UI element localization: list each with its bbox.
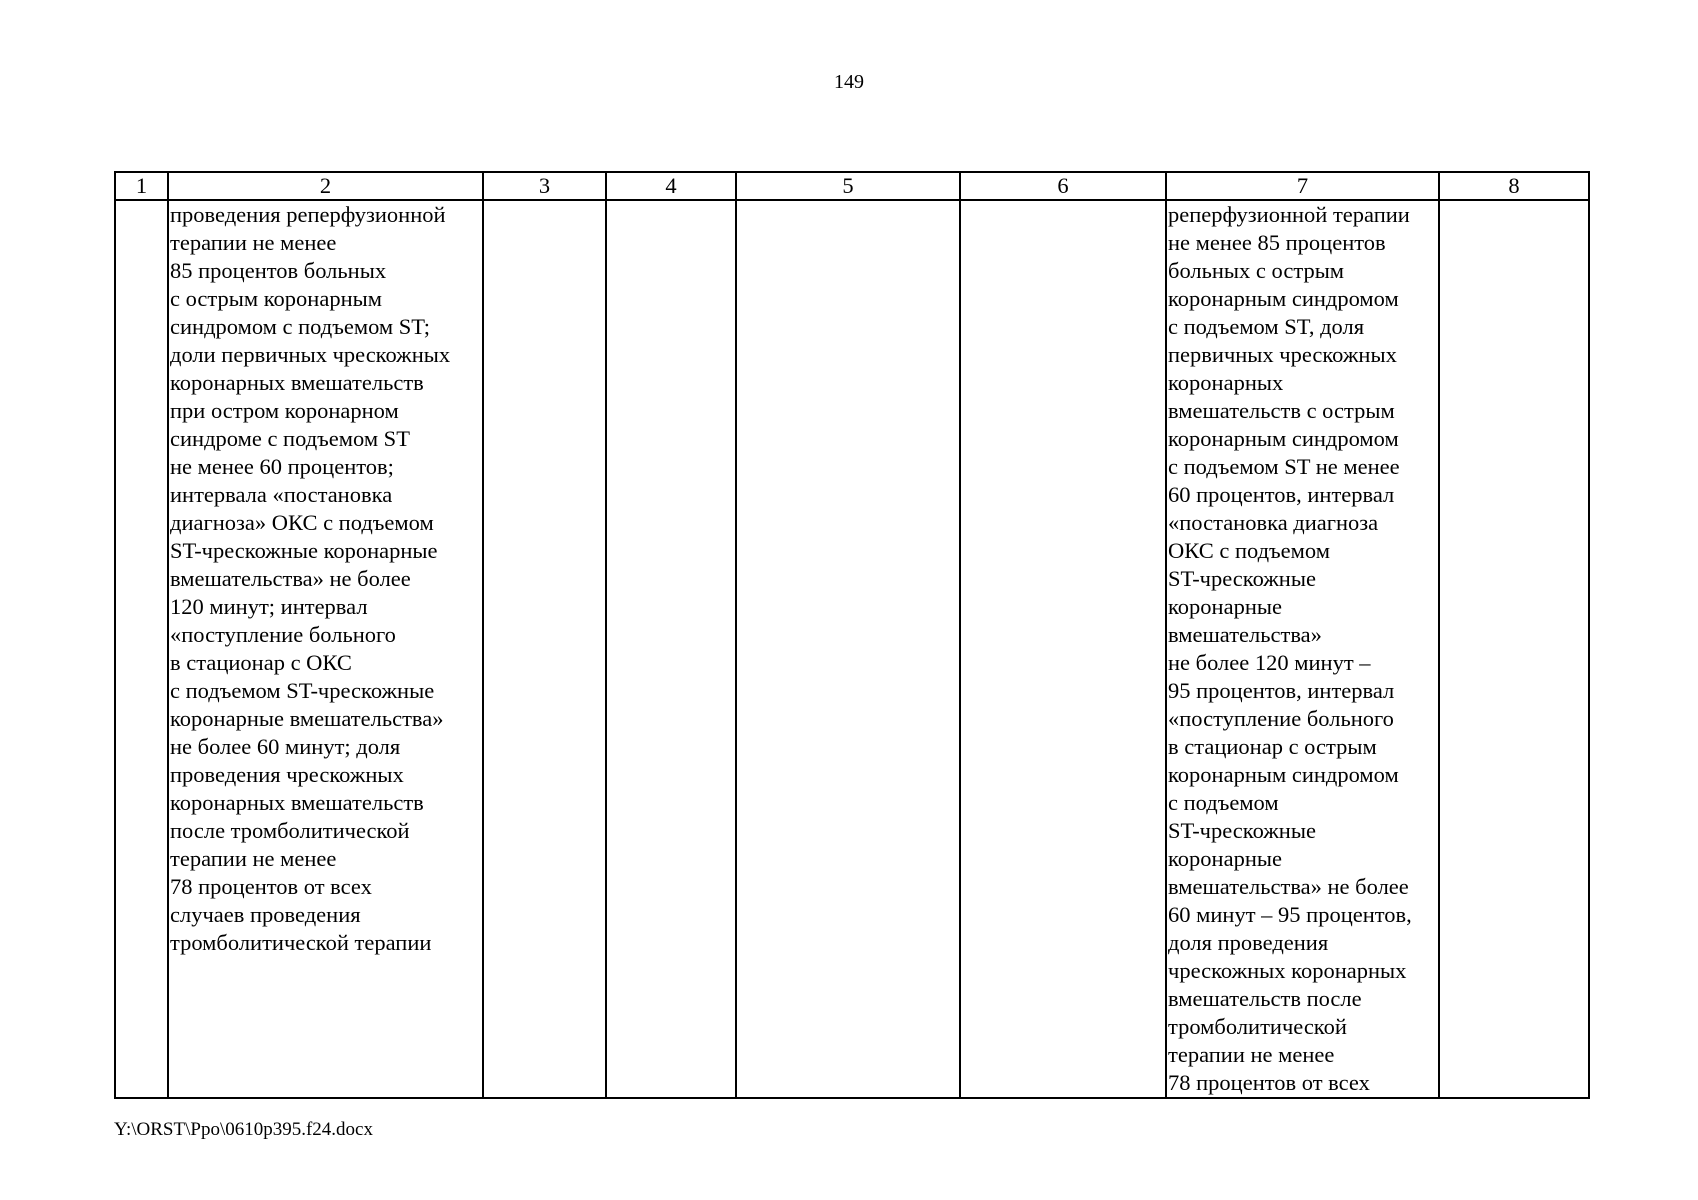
cell-col-6	[960, 200, 1166, 1098]
cell-text-line: «постановка диагноза	[1168, 510, 1379, 535]
cell-text-line: коронарные	[1168, 594, 1282, 619]
cell-text-line: с подъемом	[1168, 790, 1279, 815]
cell-text-line: коронарных вмешательств	[170, 790, 424, 815]
cell-text-line: не менее 60 процентов;	[170, 454, 394, 479]
footer-file-path: Y:\ORST\Ppo\0610p395.f24.docx	[114, 1119, 373, 1140]
cell-text-line: синдромом с подъемом ST;	[170, 314, 431, 339]
cell-col-7	[1166, 200, 1439, 1098]
cell-text-line: терапии не менее	[170, 846, 337, 871]
cell-text-line: при остром коронарном	[170, 398, 399, 423]
cell-text-line: реперфузионной терапии	[1168, 202, 1410, 227]
column-header-4: 4	[606, 172, 736, 200]
cell-col-1	[115, 200, 168, 1098]
cell-text-line: коронарным синдромом	[1168, 426, 1399, 451]
cell-text-line: вмешательств после	[1168, 986, 1362, 1011]
cell-col-8	[1439, 200, 1589, 1098]
cell-text-line: в стационар с острым	[1168, 734, 1377, 759]
cell-text-line: не более 120 минут –	[1168, 650, 1371, 675]
cell-text-line: чрескожных коронарных	[1168, 958, 1407, 983]
data-table	[114, 171, 1590, 1099]
table-row	[115, 200, 1589, 1098]
cell-text-line: ОКС с подъемом	[1168, 538, 1330, 563]
cell-text-line: тромболитической	[1168, 1014, 1347, 1039]
cell-text-line: терапии не менее	[170, 230, 337, 255]
cell-text-line: коронарным синдромом	[1168, 762, 1399, 787]
cell-text-line: 120 минут; интервал	[170, 594, 368, 619]
cell-text-line: не менее 85 процентов	[1168, 230, 1386, 255]
cell-text-line: 95 процентов, интервал	[1168, 678, 1395, 703]
cell-text-line: 78 процентов от всех	[170, 874, 372, 899]
header-row	[115, 172, 1589, 200]
cell-text-line: 60 минут – 95 процентов,	[1168, 902, 1412, 927]
column-header-7: 7	[1166, 172, 1439, 200]
cell-text-line: 60 процентов, интервал	[1168, 482, 1395, 507]
cell-text-line: «поступление больного	[170, 622, 396, 647]
cell-text-line: проведения чрескожных	[170, 762, 404, 787]
column-header-2: 2	[168, 172, 483, 200]
column-header-1: 1	[115, 172, 168, 200]
cell-text-line: после тромболитической	[170, 818, 410, 843]
column-header-3: 3	[483, 172, 606, 200]
cell-col-3	[483, 200, 606, 1098]
cell-text-line: интервала «постановка	[170, 482, 393, 507]
cell-text-line: ST-чрескожные	[1168, 818, 1316, 843]
cell-text-line: коронарным синдромом	[1168, 286, 1399, 311]
cell-text-line: коронарных	[1168, 370, 1284, 395]
cell-col-4	[606, 200, 736, 1098]
cell-text-line: первичных чрескожных	[1168, 342, 1397, 367]
cell-text-line: вмешательств с острым	[1168, 398, 1395, 423]
cell-text-line: коронарных вмешательств	[170, 370, 424, 395]
cell-text-line: коронарные	[1168, 846, 1282, 871]
cell-text-line: ST-чрескожные	[1168, 566, 1316, 591]
column-header-8: 8	[1439, 172, 1589, 200]
cell-text-line: коронарные вмешательства»	[170, 706, 444, 731]
cell-text-line: случаев проведения	[170, 902, 361, 927]
cell-text-line: доля проведения	[1168, 930, 1329, 955]
cell-text-line: «поступление больного	[1168, 706, 1394, 731]
cell-col-5	[736, 200, 960, 1098]
cell-text-line: 85 процентов больных	[170, 258, 387, 283]
column-header-6: 6	[960, 172, 1166, 200]
cell-text-line: с подъемом ST не менее	[1168, 454, 1400, 479]
cell-text-line: ST-чрескожные коронарные	[170, 538, 438, 563]
page-number: 149	[834, 71, 864, 93]
cell-text-line: с острым коронарным	[170, 286, 382, 311]
column-header-5: 5	[736, 172, 960, 200]
cell-text-line: диагноза» ОКС с подъемом	[170, 510, 434, 535]
cell-col-2	[168, 200, 483, 1098]
cell-text-line: проведения реперфузионной	[170, 202, 446, 227]
cell-text-line: с подъемом ST, доля	[1168, 314, 1365, 339]
cell-text-line: синдроме с подъемом ST	[170, 426, 410, 451]
cell-text-line: вмешательства» не более	[170, 566, 411, 591]
cell-text-line: вмешательства»	[1168, 622, 1322, 647]
cell-text-line: терапии не менее	[1168, 1042, 1335, 1067]
cell-text-line: в стационар с ОКС	[170, 650, 352, 675]
cell-text-line: с подъемом ST-чрескожные	[170, 678, 435, 703]
cell-text-line: не более 60 минут; доля	[170, 734, 401, 759]
cell-text-line: вмешательства» не более	[1168, 874, 1409, 899]
cell-text-line: тромболитической терапии	[170, 930, 432, 955]
cell-text-line: доли первичных чрескожных	[170, 342, 451, 367]
cell-text-line: больных с острым	[1168, 258, 1345, 283]
cell-text-line: 78 процентов от всех	[1168, 1070, 1370, 1095]
